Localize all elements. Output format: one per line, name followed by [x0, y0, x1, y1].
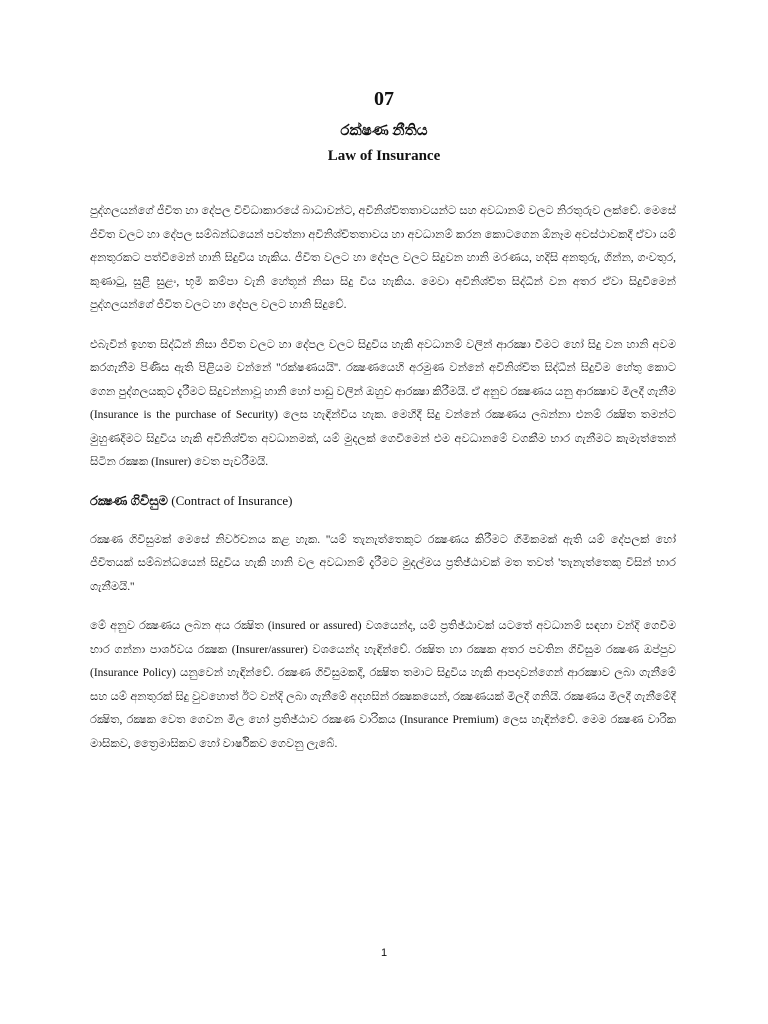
paragraph-insurance-definition: එබැවින් ඉහත සිද්ධීන් නිසා ජීවිත වලට හා දේපල වලට සිදුවිය හැකි අවධානම් වලින් ආරක්‍ෂා වීමට හෝ සිදු වන හානි අවම කරගැනීම පිණිස ඇති පිළියම වන්නේ ''රක්ෂණයයි''. රක්‍ෂණයෙහි අරමුණ වන්නේ අවිනිශ්චිත සිද්ධීන් සිදුවීම හේතු කොට ගෙන පුද්ගලයකුට දැරීමට සිදුවන්නාවූ හානි හෝ පාඩු වලින් ඔහුව ආරක්‍ෂා කිරීමයි. ඒ අනුව රක්‍ෂණය යනු ආරක්‍ෂාව මිලදී ගැනීම (Insurance is the purchase of Security) ලෙස හැඳින්විය හැක. මෙහිදී සිදු වන්නේ රක්‍ෂණය ලබන්නා එනම් රක්‍ෂිත තමන්ට මුහුණදීමට සිදුවිය හැකි අවිනිශ්චිත අවධානමක්, යම් මුදලක් ගෙවීමෙන් එම අවධානමේ වගකීම භාර ගැනීමට කැමැත්තෙන් සිටින රක්‍ෂක (Insurer) වෙත පැවරීමයි. [90, 338, 676, 468]
chapter-title-english: Law of Insurance [327, 148, 441, 164]
section-heading-sinhala: රක්‍ෂණ ගිවිසුම [90, 492, 168, 508]
section-heading [90, 491, 676, 511]
chapter-title-sinhala: රක්ෂණ නීතිය [340, 123, 428, 139]
chapter-number: 07 [374, 88, 394, 110]
paragraph-contract-definition: රක්‍ෂණ ගිවිසුමක් මෙසේ නිර්වචනය කළ හැක. ''යම් තැනැත්තෙකුට රක්‍ෂණය කිරීමට ගිමිකමක් ඇති යම් දේපලක් හෝ ජීවිතයක් සම්බන්ධයෙන් සිදුවිය හැකි හානි වල අවධානම් දැරීමට මුදල්මය ප්‍රතිඡ්ඨාවක් මත තවත් 'තැනැත්තෙකු විසින් භාර ගැනීමයි.'' [90, 533, 676, 593]
section-heading-english: (Contract of Insurance) [171, 492, 293, 508]
document-body [90, 200, 676, 772]
page-number: 1 [380, 947, 388, 959]
paragraph-intro: පුද්ගලයන්ගේ ජීවිත හා දේපල විවිධාකාරයේ බාධාවන්ට, අවිනිශ්චිතතාවයන්ට සහ අවධානම් වලට නිරතුරුව ලක්වේ. මෙසේ ජීවිත වලට හා දේපල සම්බන්ධයෙන් පවත්නා අවිනිශ්චිතතාවය හා අවධානම් කරන කොටගෙන ඕනෑම අවස්ථාවකදී ඒවා යම් අනතුරකට පත්වීමෙන් හානි සිදුවිය හැකිය. ජීවිත වලට හා දේපල වලට සිදුවන හානි මරණය, හදිසි අනතුරු, ගින්න, ගංවතුර, කුණාටු, සුළි සුළං, භූමි කම්පා වැනි හේතූන් නිසා සිදු විය හැකිය. මෙවා අවිනිශ්චිත සිද්ධීන් වන අතර ඒවා සිදුවීමෙන් පුද්ගලයන්ගේ ජීවිත වලට හා දේපල වලට හානි සිදුවේ. [90, 205, 676, 311]
paragraph-parties: මේ අනුව රක්‍ෂණය ලබන අය රක්‍ෂිත (insured or assured) වශයෙන්ද, යම් ප්‍රතිඡ්ඨාවක් යටතේ අවධානම් සඳහා වන්දි ගෙවීම භාර ගන්නා පාර්ශවය රක්‍ෂක (Insurer/assurer) වශයෙන්ද හැඳින්වේ. රක්‍ෂිත හා රක්‍ෂක අතර පවතින ගිවිසුම රක්‍ෂණ ඔප්පුව (Insurance Policy) යනුවෙන් හැඳින්වේ. රක්‍ෂණ ගිවිසුමකදී, රක්‍ෂිත තමාට සිදුවිය හැකි ආපදාවන්ගෙන් ආරක්‍ෂාව ලබා ගැනීමේ සහ යම් අනතුරක් සිදු වුවහොත් ඊට වන්දි ලබා ගැනීමේ අදහසින් රක්‍ෂකයෙන්, රක්‍ෂණයක් මිලදී ගනියි. රක්‍ෂණය මිලදී ගැනීමේදී රක්‍ෂිත, රක්‍ෂක වෙත ගෙවන මිල හෝ ප්‍රතිඡ්ඨාව රක්‍ෂණ වාරිකය (Insurance Premium) ලෙස හැඳින්වේ. මෙම රක්‍ෂණ වාරික මාසිකව, ත්‍රෛමාසිකව හෝ වාර්ෂිකව ගෙවනු ලැබේ. [90, 620, 676, 750]
